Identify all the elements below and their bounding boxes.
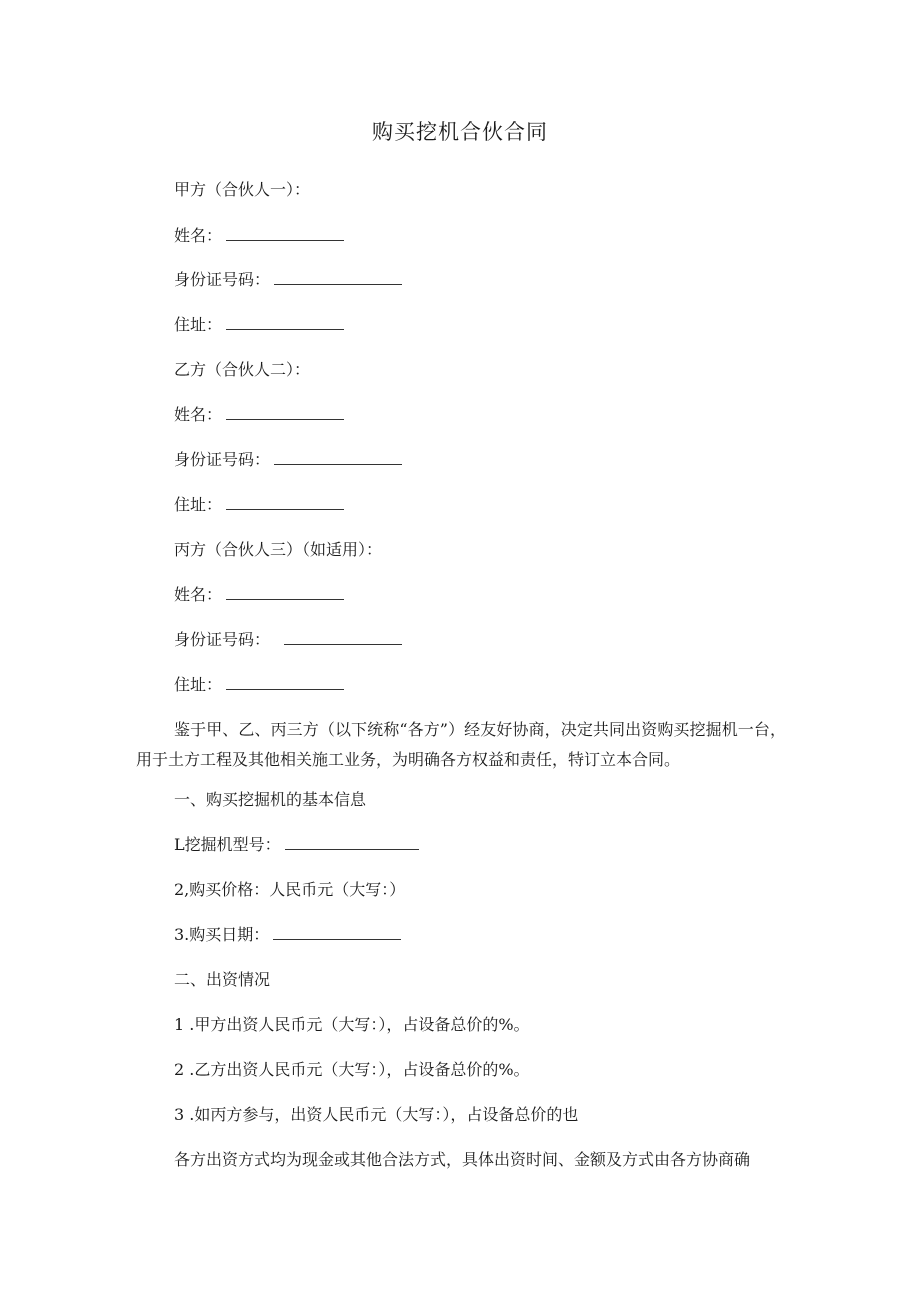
section2-heading	[174, 970, 270, 990]
party-c-heading	[174, 540, 382, 560]
section1-item2-text: 2,购买价格：人民币元（大写：）	[174, 880, 406, 899]
party-b-name-label: 姓名：	[174, 405, 223, 424]
section2-note-row	[174, 1150, 750, 1170]
party-a-heading-text: 甲方（合伙人一）：	[174, 180, 311, 199]
section2-item3-row	[174, 1105, 578, 1125]
party-c-name-blank[interactable]	[226, 585, 344, 600]
party-c-address-label: 住址：	[174, 675, 223, 694]
party-c-name-row	[174, 585, 344, 605]
section1-item2-row	[174, 880, 405, 900]
section2-item1-text: 1 .甲方出资人民币元（大写：），占设备总价的%。	[174, 1015, 530, 1034]
party-c-heading-text: 丙方（合伙人三）（如适用）：	[174, 540, 383, 559]
section1-item3-row	[174, 925, 401, 945]
section2-heading-text: 二、出资情况	[174, 970, 271, 989]
party-b-name-row	[174, 405, 344, 425]
party-a-heading	[174, 180, 310, 200]
excavator-model-blank[interactable]	[285, 835, 419, 850]
party-b-id-row	[174, 450, 402, 470]
party-b-heading-text: 乙方（合伙人二）：	[174, 360, 311, 379]
preamble-paragraph: 鉴于甲、乙、丙三方（以下统称“各方”）经友好协商，决定共同出资购买挖掘机一台，用于土方工程及其他相关施工业务，为明确各方权益和责任，特订立本合同。	[136, 720, 786, 769]
section2-item2-row	[174, 1060, 530, 1080]
party-b-address-row	[174, 495, 344, 515]
section1-item3-label: 3.购买日期：	[174, 925, 270, 944]
party-c-id-label: 身份证号码：	[174, 630, 271, 649]
party-c-name-label: 姓名：	[174, 585, 223, 604]
party-b-address-label: 住址：	[174, 495, 223, 514]
party-a-address-blank[interactable]	[226, 315, 344, 330]
party-a-name-blank[interactable]	[226, 226, 344, 241]
party-a-id-label: 身份证号码：	[174, 270, 271, 289]
section2-note-text: 各方出资方式均为现金或其他合法方式，具体出资时间、金额及方式由各方协商确	[174, 1150, 751, 1169]
party-a-address-row	[174, 315, 344, 335]
section2-item3-text: 3 .如丙方参与，出资人民币元（大写：），占设备总价的也	[174, 1105, 579, 1124]
section1-heading	[174, 790, 366, 810]
purchase-date-blank[interactable]	[273, 925, 401, 940]
party-a-name-row	[174, 226, 344, 246]
party-a-id-row	[174, 270, 402, 290]
party-b-heading	[174, 360, 310, 380]
document-title: 购买挖机合伙合同	[372, 120, 548, 144]
party-b-address-blank[interactable]	[226, 495, 344, 510]
party-c-id-blank[interactable]	[284, 630, 402, 645]
section2-item2-text: 2 .乙方出资人民币元（大写：），占设备总价的%。	[174, 1060, 530, 1079]
party-b-name-blank[interactable]	[226, 405, 344, 420]
party-a-id-blank[interactable]	[274, 270, 402, 285]
section2-item1-row	[174, 1015, 530, 1035]
section1-item1-label: L挖掘机型号：	[174, 835, 281, 854]
party-a-name-label: 姓名：	[174, 226, 223, 245]
party-c-id-row	[174, 630, 402, 650]
party-c-address-blank[interactable]	[226, 675, 344, 690]
section1-heading-text: 一、购买挖掘机的基本信息	[174, 790, 367, 809]
section1-item1-row	[174, 835, 419, 855]
party-a-address-label: 住址：	[174, 315, 223, 334]
party-c-address-row	[174, 675, 344, 695]
party-b-id-label: 身份证号码：	[174, 450, 271, 469]
party-b-id-blank[interactable]	[274, 450, 402, 465]
